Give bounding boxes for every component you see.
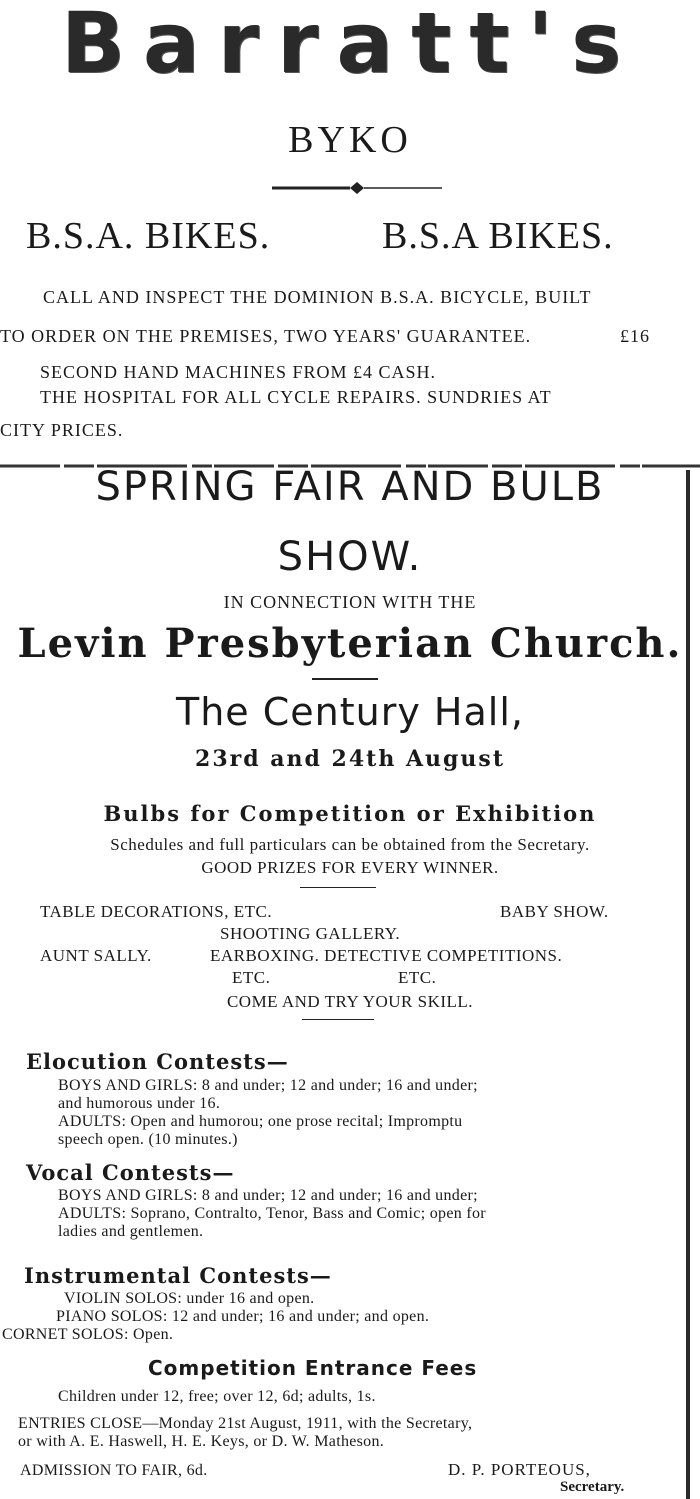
entries-text: ENTRIES CLOSE—Monday 21st August, 1911, with the Secretary, <box>18 1415 473 1432</box>
attraction-etc: ETC. <box>232 968 271 987</box>
short-rule <box>302 1019 374 1020</box>
attraction-etc: ETC. <box>398 968 437 987</box>
bulbs-heading: Bulbs for Competition or Exhibition <box>103 801 597 826</box>
contest-line: PIANO SOLOS: 12 and under; 16 and under; and open. <box>56 1308 430 1325</box>
short-rule <box>300 887 376 888</box>
signatory-title: Secretary. <box>560 1479 625 1495</box>
ad-text-line: TO ORDER ON THE PREMISES, TWO YEARS' GUARANTEE. <box>0 326 532 346</box>
short-rule <box>312 678 378 680</box>
fair-title-line2: SHOW. <box>277 534 423 580</box>
come-and-try: COME AND TRY YOUR SKILL. <box>226 992 474 1011</box>
contest-line: ADULTS: Soprano, Contralto, Tenor, Bass and Comic; open for <box>58 1205 486 1222</box>
signatory-name: D. P. PORTEOUS, <box>448 1460 591 1479</box>
contest-line: ladies and gentlemen. <box>58 1223 204 1240</box>
ad-text-line: CITY PRICES. <box>0 420 124 440</box>
ad-text-line: CALL AND INSPECT THE DOMINION B.S.A. BICYCLE, BUILT <box>43 287 592 307</box>
entries-text: or with A. E. Haswell, H. E. Keys, or D. W. Matheson. <box>18 1433 385 1450</box>
contest-line: BOYS AND GIRLS: 8 and under; 12 and under; 16 and under; <box>58 1077 478 1094</box>
church-name: Levin Presbyterian Church. <box>17 620 683 667</box>
brand-title <box>0 0 700 92</box>
vocal-heading: Vocal Contests— <box>26 1160 235 1185</box>
fair-title: SPRING FAIR AND BULB <box>95 464 605 510</box>
fees-text: Children under 12, free; over 12, 6d; adults, 1s. <box>58 1388 376 1405</box>
prizes-text: GOOD PRIZES FOR EVERY WINNER. <box>201 858 499 877</box>
contest-line: and humorous under 16. <box>58 1095 221 1112</box>
contest-line: CORNET SOLOS: Open. <box>2 1326 174 1343</box>
attraction-baby: BABY SHOW. <box>500 902 609 921</box>
contest-line: BOYS AND GIRLS: 8 and under; 12 and under; 16 and under; <box>58 1187 478 1204</box>
fees-heading: Competition Entrance Fees <box>148 1356 478 1380</box>
elocution-heading: Elocution Contests— <box>26 1049 289 1074</box>
connection-text: IN CONNECTION WITH THE <box>223 592 477 612</box>
ad-text-line: SECOND HAND MACHINES FROM £4 CASH. <box>40 362 437 382</box>
ornament-divider-icon <box>272 180 442 196</box>
attraction-earbox: EARBOXING. DETECTIVE COMPETITIONS. <box>210 946 563 965</box>
admission-text: ADMISSION TO FAIR, 6d. <box>20 1462 208 1479</box>
headline-bikes-right: B.S.A BIKES. <box>382 215 614 257</box>
schedules-text: Schedules and full particulars can be obtained from the Secretary. <box>110 835 590 854</box>
contest-line: VIOLIN SOLOS: under 16 and open. <box>64 1290 315 1307</box>
contest-line: speech open. (10 minutes.) <box>58 1131 238 1148</box>
attraction-aunt: AUNT SALLY. <box>40 946 152 965</box>
attraction-table: TABLE DECORATIONS, ETC. <box>40 902 273 921</box>
byko-subtitle: BYKO <box>288 119 412 161</box>
brand-logo-text: Barratt's <box>60 0 640 92</box>
attraction-shooting: SHOOTING GALLERY. <box>220 924 401 943</box>
contest-line: ADULTS: Open and humorou; one prose recital; Impromptu <box>58 1113 463 1130</box>
headline-bikes-left: B.S.A. BIKES. <box>26 215 271 257</box>
ad-text-line: THE HOSPITAL FOR ALL CYCLE REPAIRS. SUNDRIES AT <box>40 387 552 407</box>
venue-name: The Century Hall, <box>176 690 524 734</box>
event-dates: 23rd and 24th August <box>195 746 505 772</box>
price-text: £16 <box>620 326 650 346</box>
instrumental-heading: Instrumental Contests— <box>24 1263 332 1288</box>
